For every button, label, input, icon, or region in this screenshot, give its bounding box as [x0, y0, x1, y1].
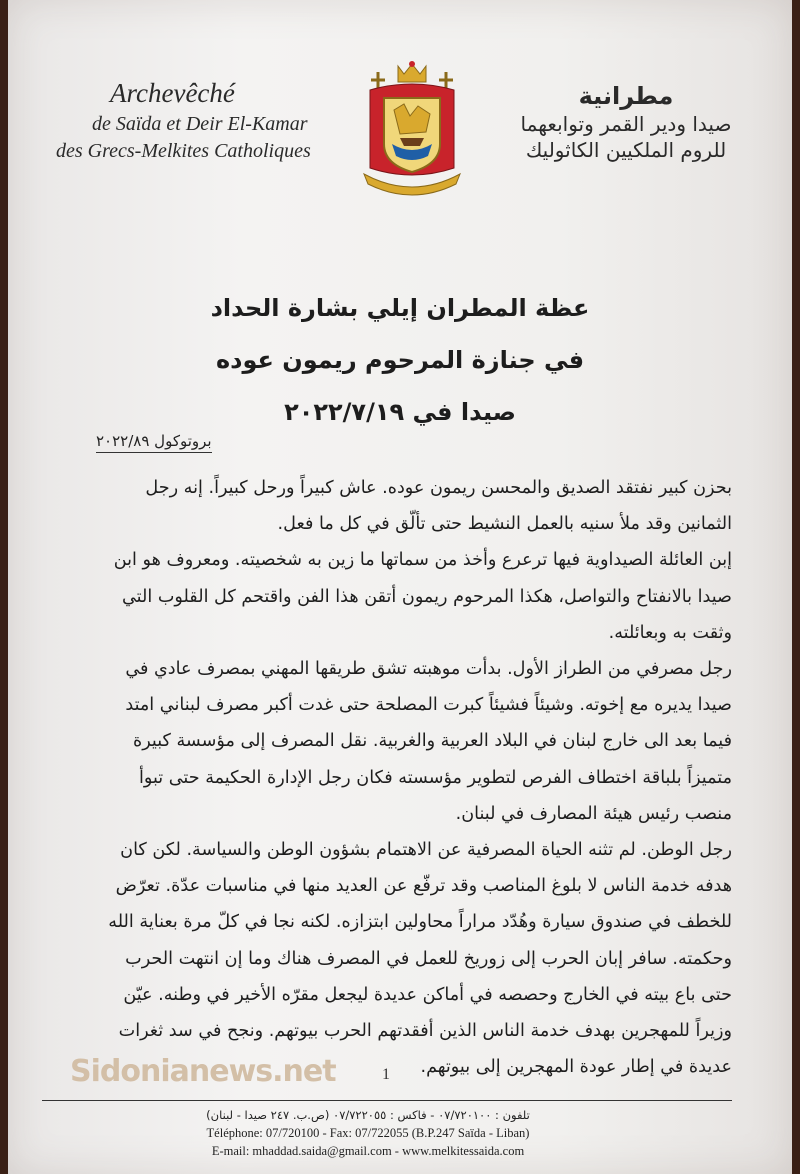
arabic-letterhead [496, 82, 756, 162]
page-number: 1 [382, 1066, 390, 1083]
letterhead-fr-community: des Grecs-Melkites Catholiques [56, 140, 311, 162]
footer-arabic-contact: تلفون : ٠٧/٧٢٠١٠٠ - فاكس : ٠٧/٧٢٢٠٥٥ (ص.ب. ٢٤٧ صيدا - لبنان) [206, 1108, 530, 1122]
sermon-body [98, 470, 732, 1085]
title-line-2: في جنازة المرحوم ريمون عوده [215, 346, 585, 374]
letterhead-ar-title: مطرانية [578, 82, 674, 110]
paragraph: رجل مصرفي من الطراز الأول. بدأت موهبته تشق طريقها المهني بمصرف عادي في صيدا يديره مع إخوته. وشيئاً فشيئاً كبرت المصلحة حتى غدت أكبر مصرف لبناني امتد فيما بعد الى خارج لبنان في البلاد العربية والغربية. نقل المصرف إلى مؤسسة كبيرة متميزاً بلباقة اختطاف الفرص لتطوير مؤسسته فكان رجل الإدارة الحكيمة حتى تبوأ منصب رئيس هيئة المصارف في لبنان. [125, 659, 732, 824]
letterhead-fr-title: Archevêché [110, 78, 235, 108]
footer-telephone: Téléphone: 07/720100 - Fax: 07/722055 (B.P.247 Saïda - Liban) [206, 1126, 530, 1140]
letter-footer [158, 1106, 578, 1160]
footer-divider [42, 1100, 732, 1101]
archbishop-coat-of-arms-icon [360, 60, 464, 198]
footer-email: E-mail: mhaddad.saida@gmail.com - www.melkitessaida.com [211, 1144, 525, 1158]
paragraph: إبن العائلة الصيداوية فيها ترعرع وأخذ من سماتها ما زين به شخصيته. ومعروف هو ابن صيدا بالانفتاح والتواصل، هكذا المرحوم ريمون أتقن هذا الفن واقتحم كل القلوب التي وثقت به وبعائلته. [113, 550, 732, 643]
paragraph: بحزن كبير نفتقد الصديق والمحسن ريمون عوده. عاش كبيراً ورحل كبيراً. إنه رجل الثمانين وقد ملأ سنيه بالعمل النشيط حتى تألّق في كل ما فعل. [145, 478, 732, 535]
letterhead-fr-subtitle: de Saïda et Deir El-Kamar [92, 113, 308, 135]
paragraph: رجل الوطن. لم تثنه الحياة المصرفية عن الاهتمام بشؤون الوطن والسياسة. لكن كان هدفه خدمة الناس لا بلوغ المناصب وقد ترفّع عن العديد منها في مناسبات عدّة. تعرّض للخطف في صندوق سيارة وهُدّد مراراً محاولين ابتزازه. لكنه نجا في كلّ مرة بعناية الله وحكمته. سافر إبان الحرب إلى زوريخ للعمل في المصرف هناك وما إن انتهت الحرب حتى باع بيته في الخارج وحصصه في أماكن عديدة ليجعل مقرّه الأخير في وطنه. عيّن وزيراً للمهجرين بهدف خدمة الناس الذين أفقدتهم الحرب بيوتهم. ونجح في سد ثغرات عديدة في إطار عودة المهجرين إلى بيوتهم. [108, 840, 732, 1078]
title-line-1: عظة المطران إيلي بشارة الحداد [210, 294, 590, 322]
protocol-number: بروتوكول ٢٠٢٢/٨٩ [96, 432, 212, 453]
sermon-title [8, 282, 792, 438]
site-watermark: Sidonianews.net [70, 1054, 336, 1089]
letter-page [8, 0, 792, 1174]
letterhead-ar-community: للروم الملكيين الكاثوليك [525, 138, 727, 162]
title-line-3: صيدا في ٢٠٢٢/٧/١٩ [284, 398, 516, 426]
french-letterhead [48, 78, 348, 163]
letterhead-ar-subtitle: صيدا ودير القمر وتوابعهما [520, 112, 732, 136]
